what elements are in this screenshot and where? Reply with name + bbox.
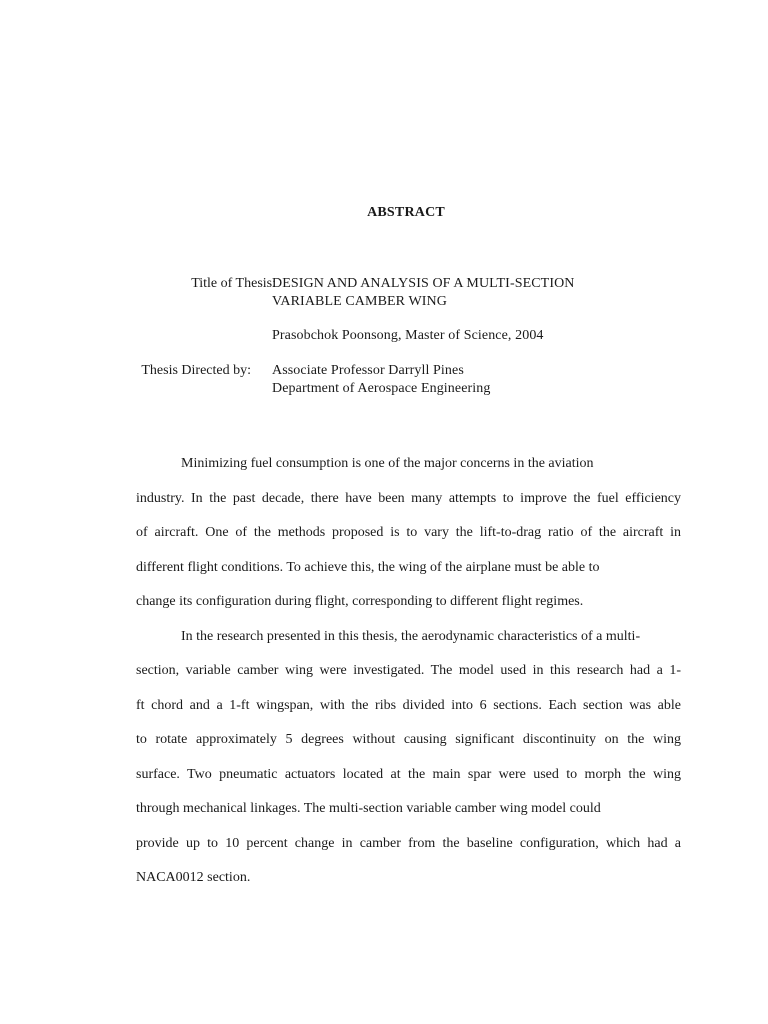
body-line: ft chord and a 1-ft wingspan, with the ribs divided into 6 sections. Each section was able xyxy=(136,697,681,713)
director-label: Thesis Directed by: xyxy=(141,363,251,378)
thesis-title-line-2: VARIABLE CAMBER WING xyxy=(272,294,447,309)
body-line: surface. Two pneumatic actuators located at the main spar were used to morph the wing xyxy=(136,766,681,782)
body-line: of aircraft. One of the methods proposed is to vary the lift-to-drag ratio of the aircraft in xyxy=(136,525,681,540)
body-line: different flight conditions. To achieve this, the wing of the airplane must be able to xyxy=(136,559,600,575)
title-label: Title of Thesis: xyxy=(191,276,276,291)
director-name: Associate Professor Darryll Pines xyxy=(272,363,464,378)
abstract-body xyxy=(136,447,681,896)
abstract-heading: ABSTRACT xyxy=(367,205,445,220)
body-line: to rotate approximately 5 degrees without causing significant discontinuity on the wing xyxy=(136,732,681,747)
author-line: Prasobchok Poonsong, Master of Science, 2004 xyxy=(272,328,544,343)
body-line: section, variable camber wing were investigated. The model used in this research had a 1- xyxy=(136,663,681,678)
body-line: through mechanical linkages. The multi-section variable camber wing model could xyxy=(136,801,601,816)
body-line: Minimizing fuel consumption is one of the major concerns in the aviation xyxy=(181,456,594,471)
thesis-director xyxy=(272,362,490,398)
thesis-title xyxy=(272,275,575,311)
body-line: NACA0012 section. xyxy=(136,870,251,885)
director-department: Department of Aerospace Engineering xyxy=(272,381,491,396)
thesis-title-line-1: DESIGN AND ANALYSIS OF A MULTI-SECTION xyxy=(272,276,575,291)
body-line: provide up to 10 percent change in camber from the baseline configuration, which had a xyxy=(136,835,681,851)
body-line: industry. In the past decade, there have been many attempts to improve the fuel efficiency xyxy=(136,490,681,506)
body-line: In the research presented in this thesis, the aerodynamic characteristics of a multi- xyxy=(181,628,641,644)
body-line: change its configuration during flight, corresponding to different flight regimes. xyxy=(136,594,584,609)
